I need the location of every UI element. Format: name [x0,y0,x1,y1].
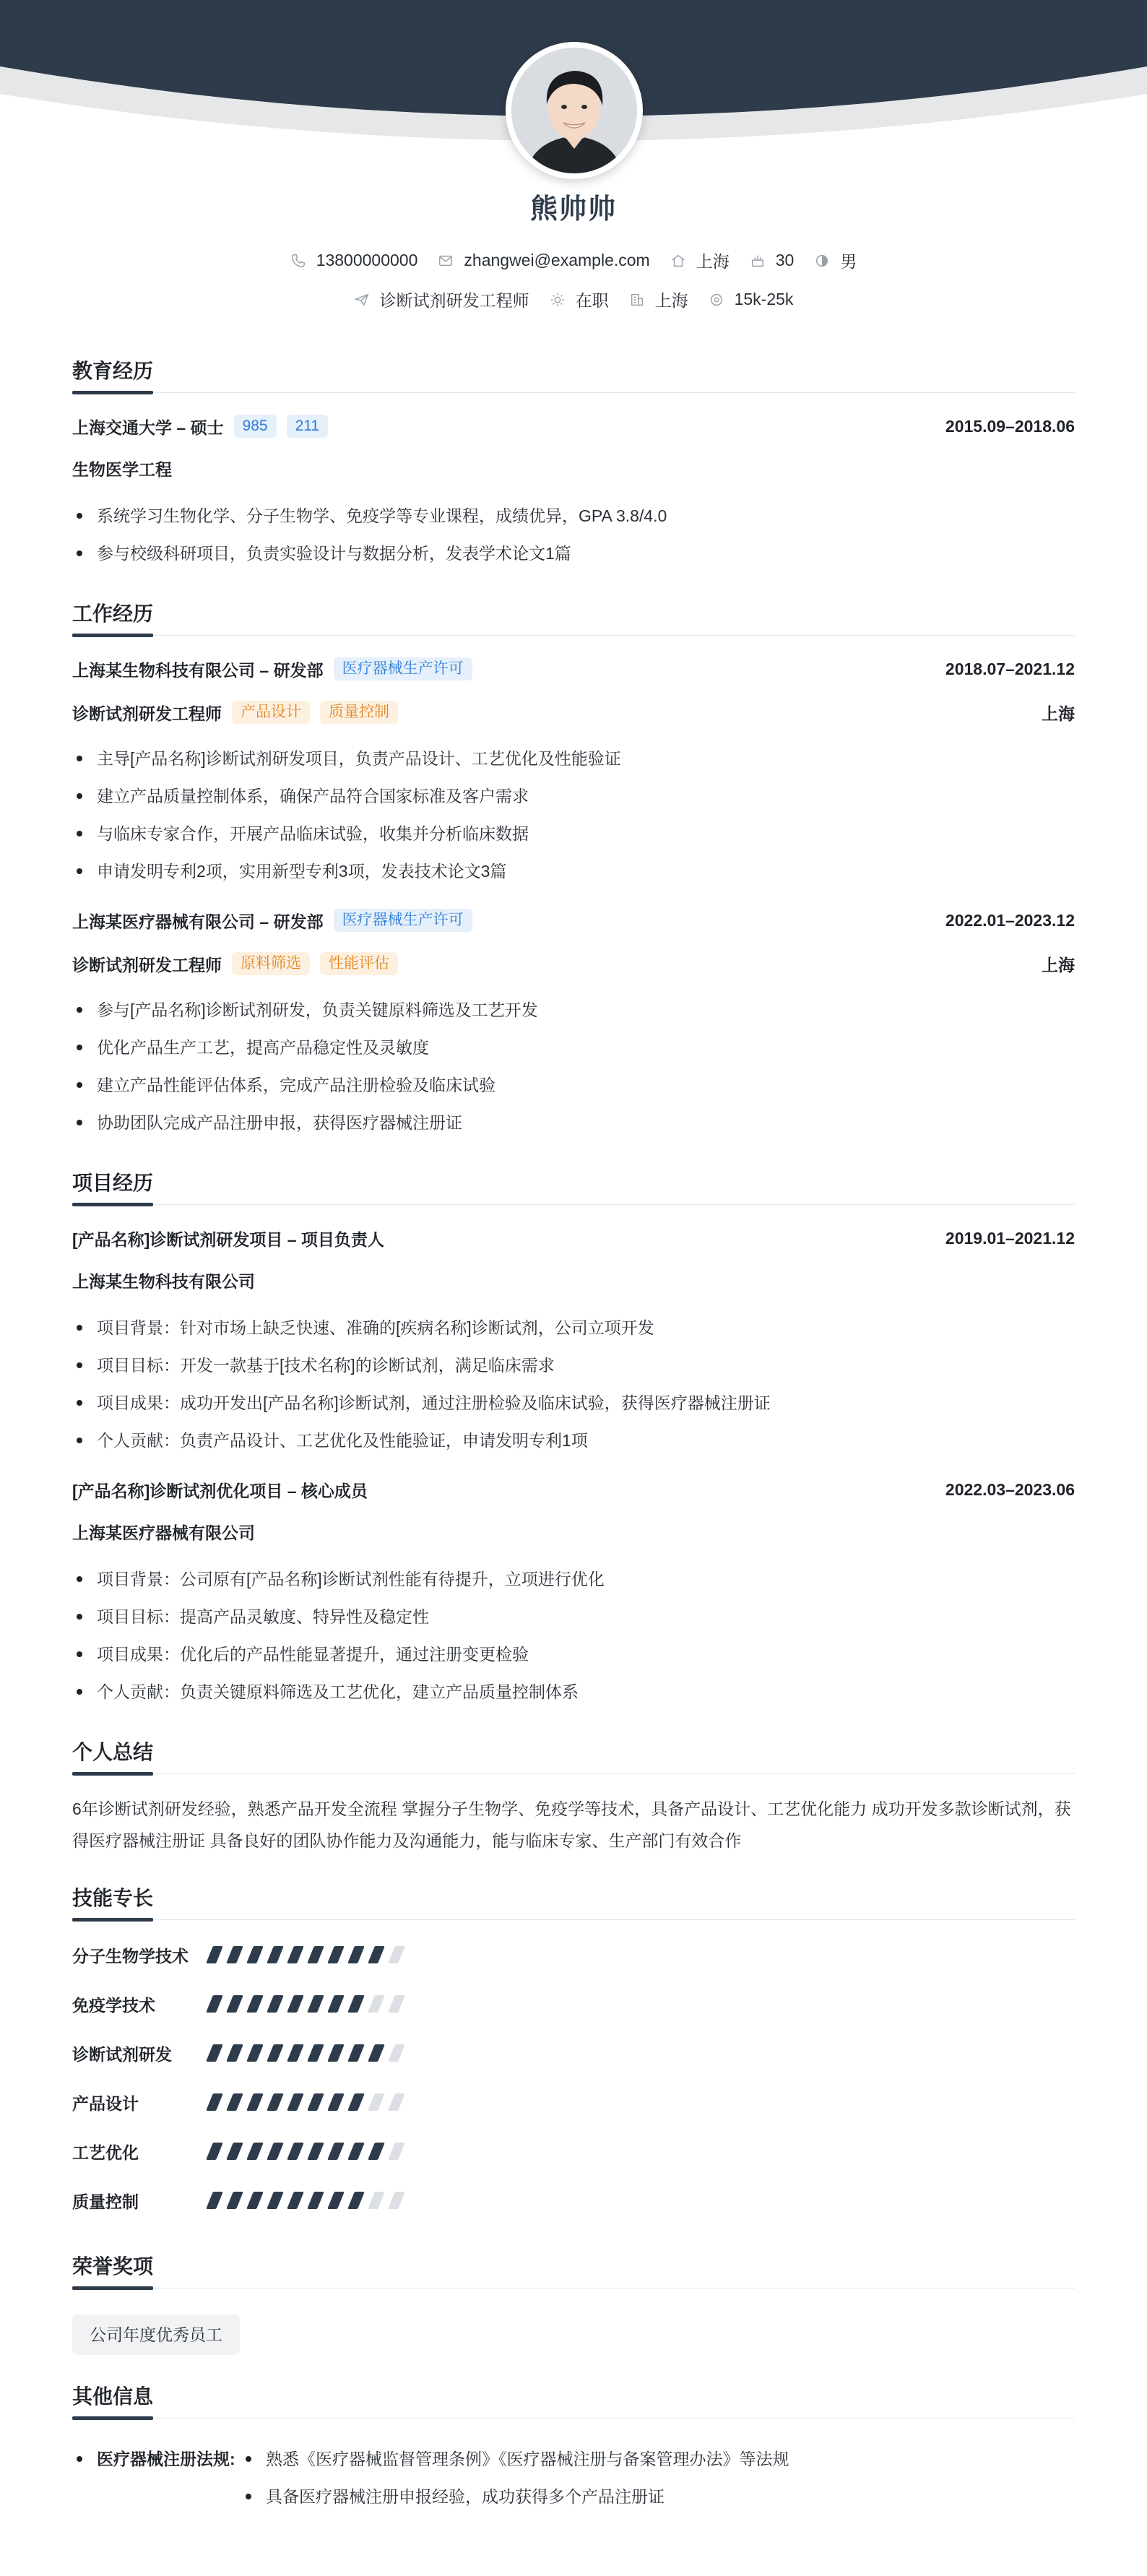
cake-icon [750,253,766,269]
skill-name: 免疫学技术 [72,1995,155,2015]
skill-segment-filled [368,2044,385,2062]
skill-level-bar [209,2143,412,2160]
gender-item [814,248,857,272]
list-item: 项目目标：开发一款基于[技术名称]的诊断试剂，满足临床需求 [72,1347,1075,1384]
skill-segment-filled [226,1995,243,2013]
status-text: 在职 [575,291,609,310]
skill-level-bar [209,2192,412,2209]
skill-segment-filled [307,1946,324,1963]
skill-row [72,2028,1075,2078]
skill-segment-filled [307,2044,324,2062]
skill-segment-filled [226,2192,243,2209]
work-date: 2018.07–2021.12 [945,659,1075,678]
skill-segment-filled [287,2192,304,2209]
resume-content [72,354,1075,2540]
skill-name: 分子生物学技术 [72,1946,189,1966]
project-company: 上海某生物科技有限公司 [72,1272,255,1291]
list-item: 具备医疗器械注册申报经验，成功获得多个产品注册证 [241,2478,789,2515]
project-date: 2019.01–2021.12 [945,1228,1075,1248]
skill-segment-filled [327,2143,345,2160]
work-location: 上海 [1042,704,1075,723]
skill-name: 工艺优化 [72,2143,139,2162]
skill-segment-filled [246,1946,264,1963]
target-city-item [629,288,688,311]
skill-level-bar [209,1995,412,2013]
skill-name: 诊断试剂研发 [72,2044,172,2064]
section-title: 技能专长 [72,1881,1075,1920]
list-item: 协助团队完成产品注册申报，获得医疗器械注册证 [72,1104,1075,1141]
skill-segment-filled [327,1995,345,2013]
skill-segment-filled [287,2143,304,2160]
skill-segment-filled [307,1995,324,2013]
skill-segment-filled [267,2143,284,2160]
other-section [72,2380,1075,2515]
skill-segment-filled [347,1995,365,2013]
work-entry [72,906,1075,1141]
section-title: 个人总结 [72,1735,1075,1774]
list-item: 申请发明专利2项，实用新型专利3项，发表技术论文3篇 [72,852,1075,890]
work-location: 上海 [1042,955,1075,974]
skill-segment-empty [388,1995,405,2013]
list-item: 系统学习生物化学、分子生物学、免疫学等专业课程，成绩优异，GPA 3.8/4.0 [72,497,1075,535]
phone-text: 13800000000 [316,251,418,269]
section-title: 项目经历 [72,1166,1075,1205]
skill-segment-filled [246,2192,264,2209]
role-tag: 质量控制 [320,701,398,724]
section-title: 教育经历 [72,354,1075,393]
tag-985: 985 [234,415,277,438]
skill-row [72,2127,1075,2176]
skill-segment-filled [246,2093,264,2111]
salary-text: 15k-25k [734,290,794,308]
role-tag: 性能评估 [320,952,398,975]
company-title: 上海某生物科技有限公司 – 研发部 [72,660,324,680]
skill-segment-empty [388,1946,405,1963]
skill-segment-filled [287,2044,304,2062]
summary-section [72,1735,1075,1857]
skill-segment-filled [327,1946,345,1963]
skill-segment-filled [347,2143,365,2160]
phone-icon [290,253,306,269]
gender-text: 男 [840,252,857,271]
award-badge: 公司年度优秀员工 [72,2314,240,2355]
avatar-photo [511,48,637,173]
list-item: 参与[产品名称]诊断试剂研发，负责关键原料筛选及工艺开发 [72,991,1075,1029]
skill-segment-filled [368,2143,385,2160]
home-icon [670,253,686,269]
skill-segment-empty [368,2192,385,2209]
skill-segment-filled [226,2143,243,2160]
skill-segment-filled [307,2093,324,2111]
summary-text: 6年诊断试剂研发经验，熟悉产品开发全流程 掌握分子生物学、免疫学等技术，具备产品设计、工艺优化能力 成功开发多款诊断试剂，获得医疗器械注册证 具备良好的团队协作能力及沟通能力，能与临床专家、生产部门有效合作 [72,1799,1071,1850]
skill-segment-filled [307,2192,324,2209]
send-icon [354,292,370,308]
sun-icon [550,292,566,308]
skill-name: 产品设计 [72,2093,139,2113]
list-item: 个人贡献：负责关键原料筛选及工艺优化，建立产品质量控制体系 [72,1673,1075,1711]
skill-segment-filled [287,2093,304,2111]
honors-section [72,2249,1075,2355]
other-info-key: 医疗器械注册法规: [72,2440,241,2515]
section-title: 荣誉奖项 [72,2249,1075,2288]
role-tag: 原料筛选 [232,952,310,975]
list-item: 项目背景：针对市场上缺乏快速、准确的[疾病名称]诊断试剂，公司立项开发 [72,1309,1075,1347]
list-item: 主导[产品名称]诊断试剂研发项目，负责产品设计、工艺优化及性能验证 [72,740,1075,777]
role-tag: 产品设计 [232,701,310,724]
education-section [72,354,1075,572]
job-intent-row [0,288,1147,311]
education-date: 2015.09–2018.06 [945,416,1075,436]
target-job-item [354,288,529,311]
skill-segment-filled [246,2044,264,2062]
work-date: 2022.01–2023.12 [945,910,1075,930]
email-item [438,251,649,270]
project-company: 上海某医疗器械有限公司 [72,1523,255,1542]
other-info-row [72,2440,1075,2515]
skill-segment-filled [347,1946,365,1963]
city-text: 上海 [696,252,730,271]
list-item: 项目目标：提高产品灵敏度、特异性及稳定性 [72,1598,1075,1635]
project-date: 2022.03–2023.06 [945,1479,1075,1499]
job-role: 诊断试剂研发工程师 [72,704,222,723]
skill-segment-filled [347,2093,365,2111]
project-title: [产品名称]诊断试剂优化项目 – 核心成员 [72,1481,368,1500]
skill-row [72,2176,1075,2225]
phone-item [290,251,418,270]
project-title: [产品名称]诊断试剂研发项目 – 项目负责人 [72,1229,384,1249]
skill-row [72,1930,1075,1979]
skill-segment-empty [388,2093,405,2111]
skill-segment-empty [388,2192,405,2209]
skill-segment-filled [267,2044,284,2062]
list-item: 熟悉《医疗器械监督管理条例》《医疗器械注册与备案管理办法》等法规 [241,2440,789,2478]
gender-icon [814,253,830,269]
skill-segment-filled [368,1946,385,1963]
skill-segment-filled [287,1946,304,1963]
list-item: 建立产品性能评估体系，完成产品注册检验及临床试验 [72,1066,1075,1104]
candidate-name: 熊帅帅 [529,194,617,225]
skill-row [72,2078,1075,2127]
skill-segment-filled [327,2044,345,2062]
skill-segment-filled [226,1946,243,1963]
coin-icon [709,292,724,308]
work-entry [72,654,1075,890]
skill-segment-filled [327,2192,345,2209]
age-item [750,251,795,270]
skill-segment-filled [287,1995,304,2013]
skill-segment-filled [226,2093,243,2111]
list-item: 项目成果：成功开发出[产品名称]诊断试剂，通过注册检验及临床试验，获得医疗器械注册证 [72,1384,1075,1422]
skill-segment-filled [327,2093,345,2111]
job-role: 诊断试剂研发工程师 [72,955,222,974]
school-title: 上海交通大学 – 硕士 [72,418,224,437]
education-entry [72,412,1075,572]
skill-segment-filled [226,2044,243,2062]
avatar [506,42,643,179]
skill-segment-filled [347,2044,365,2062]
company-title: 上海某医疗器械有限公司 – 研发部 [72,912,324,931]
project-entry [72,1475,1075,1711]
skill-level-bar [209,2093,412,2111]
salary-item [709,290,794,309]
email-icon [438,253,454,269]
skill-name: 质量控制 [72,2192,139,2211]
skill-segment-filled [307,2143,324,2160]
target-job-text: 诊断试剂研发工程师 [379,291,529,310]
list-item: 项目成果：优化后的产品性能显著提升，通过注册变更检验 [72,1635,1075,1673]
skill-segment-filled [267,1995,284,2013]
company-tag: 医疗器械生产许可 [334,909,472,932]
skill-segment-empty [368,2093,385,2111]
work-section [72,597,1075,1141]
company-tag: 医疗器械生产许可 [334,657,472,680]
skill-segment-filled [246,1995,264,2013]
skill-segment-filled [267,1946,284,1963]
target-city-text: 上海 [654,291,688,310]
skills-section [72,1881,1075,2225]
tag-211: 211 [287,415,328,438]
section-title: 其他信息 [72,2380,1075,2419]
age-text: 30 [775,251,795,269]
skill-row [72,1979,1075,2028]
skill-segment-empty [388,2143,405,2160]
project-entry [72,1224,1075,1459]
skill-segment-empty [368,1995,385,2013]
list-item: 与临床专家合作，开展产品临床试验，收集并分析临床数据 [72,815,1075,852]
status-item [550,288,609,311]
list-item: 优化产品生产工艺，提高产品稳定性及灵敏度 [72,1029,1075,1066]
building-icon [629,292,645,308]
skill-level-bar [209,2044,412,2062]
skill-segment-filled [246,2143,264,2160]
email-text: zhangwei@example.com [464,251,650,269]
skill-segment-filled [347,2192,365,2209]
major: 生物医学工程 [72,460,172,479]
list-item: 个人贡献：负责产品设计、工艺优化及性能验证，申请发明专利1项 [72,1422,1075,1459]
skill-segment-empty [388,2044,405,2062]
projects-section [72,1166,1075,1711]
skill-segment-filled [267,2093,284,2111]
section-title: 工作经历 [72,597,1075,636]
list-item: 项目背景：公司原有[产品名称]诊断试剂性能有待提升，立项进行优化 [72,1560,1075,1598]
skill-level-bar [209,1946,412,1963]
contact-row [0,248,1147,272]
list-item: 参与校级科研项目，负责实验设计与数据分析，发表学术论文1篇 [72,535,1075,572]
skill-segment-filled [267,2192,284,2209]
city-item [670,248,730,272]
list-item: 建立产品质量控制体系，确保产品符合国家标准及客户需求 [72,777,1075,815]
